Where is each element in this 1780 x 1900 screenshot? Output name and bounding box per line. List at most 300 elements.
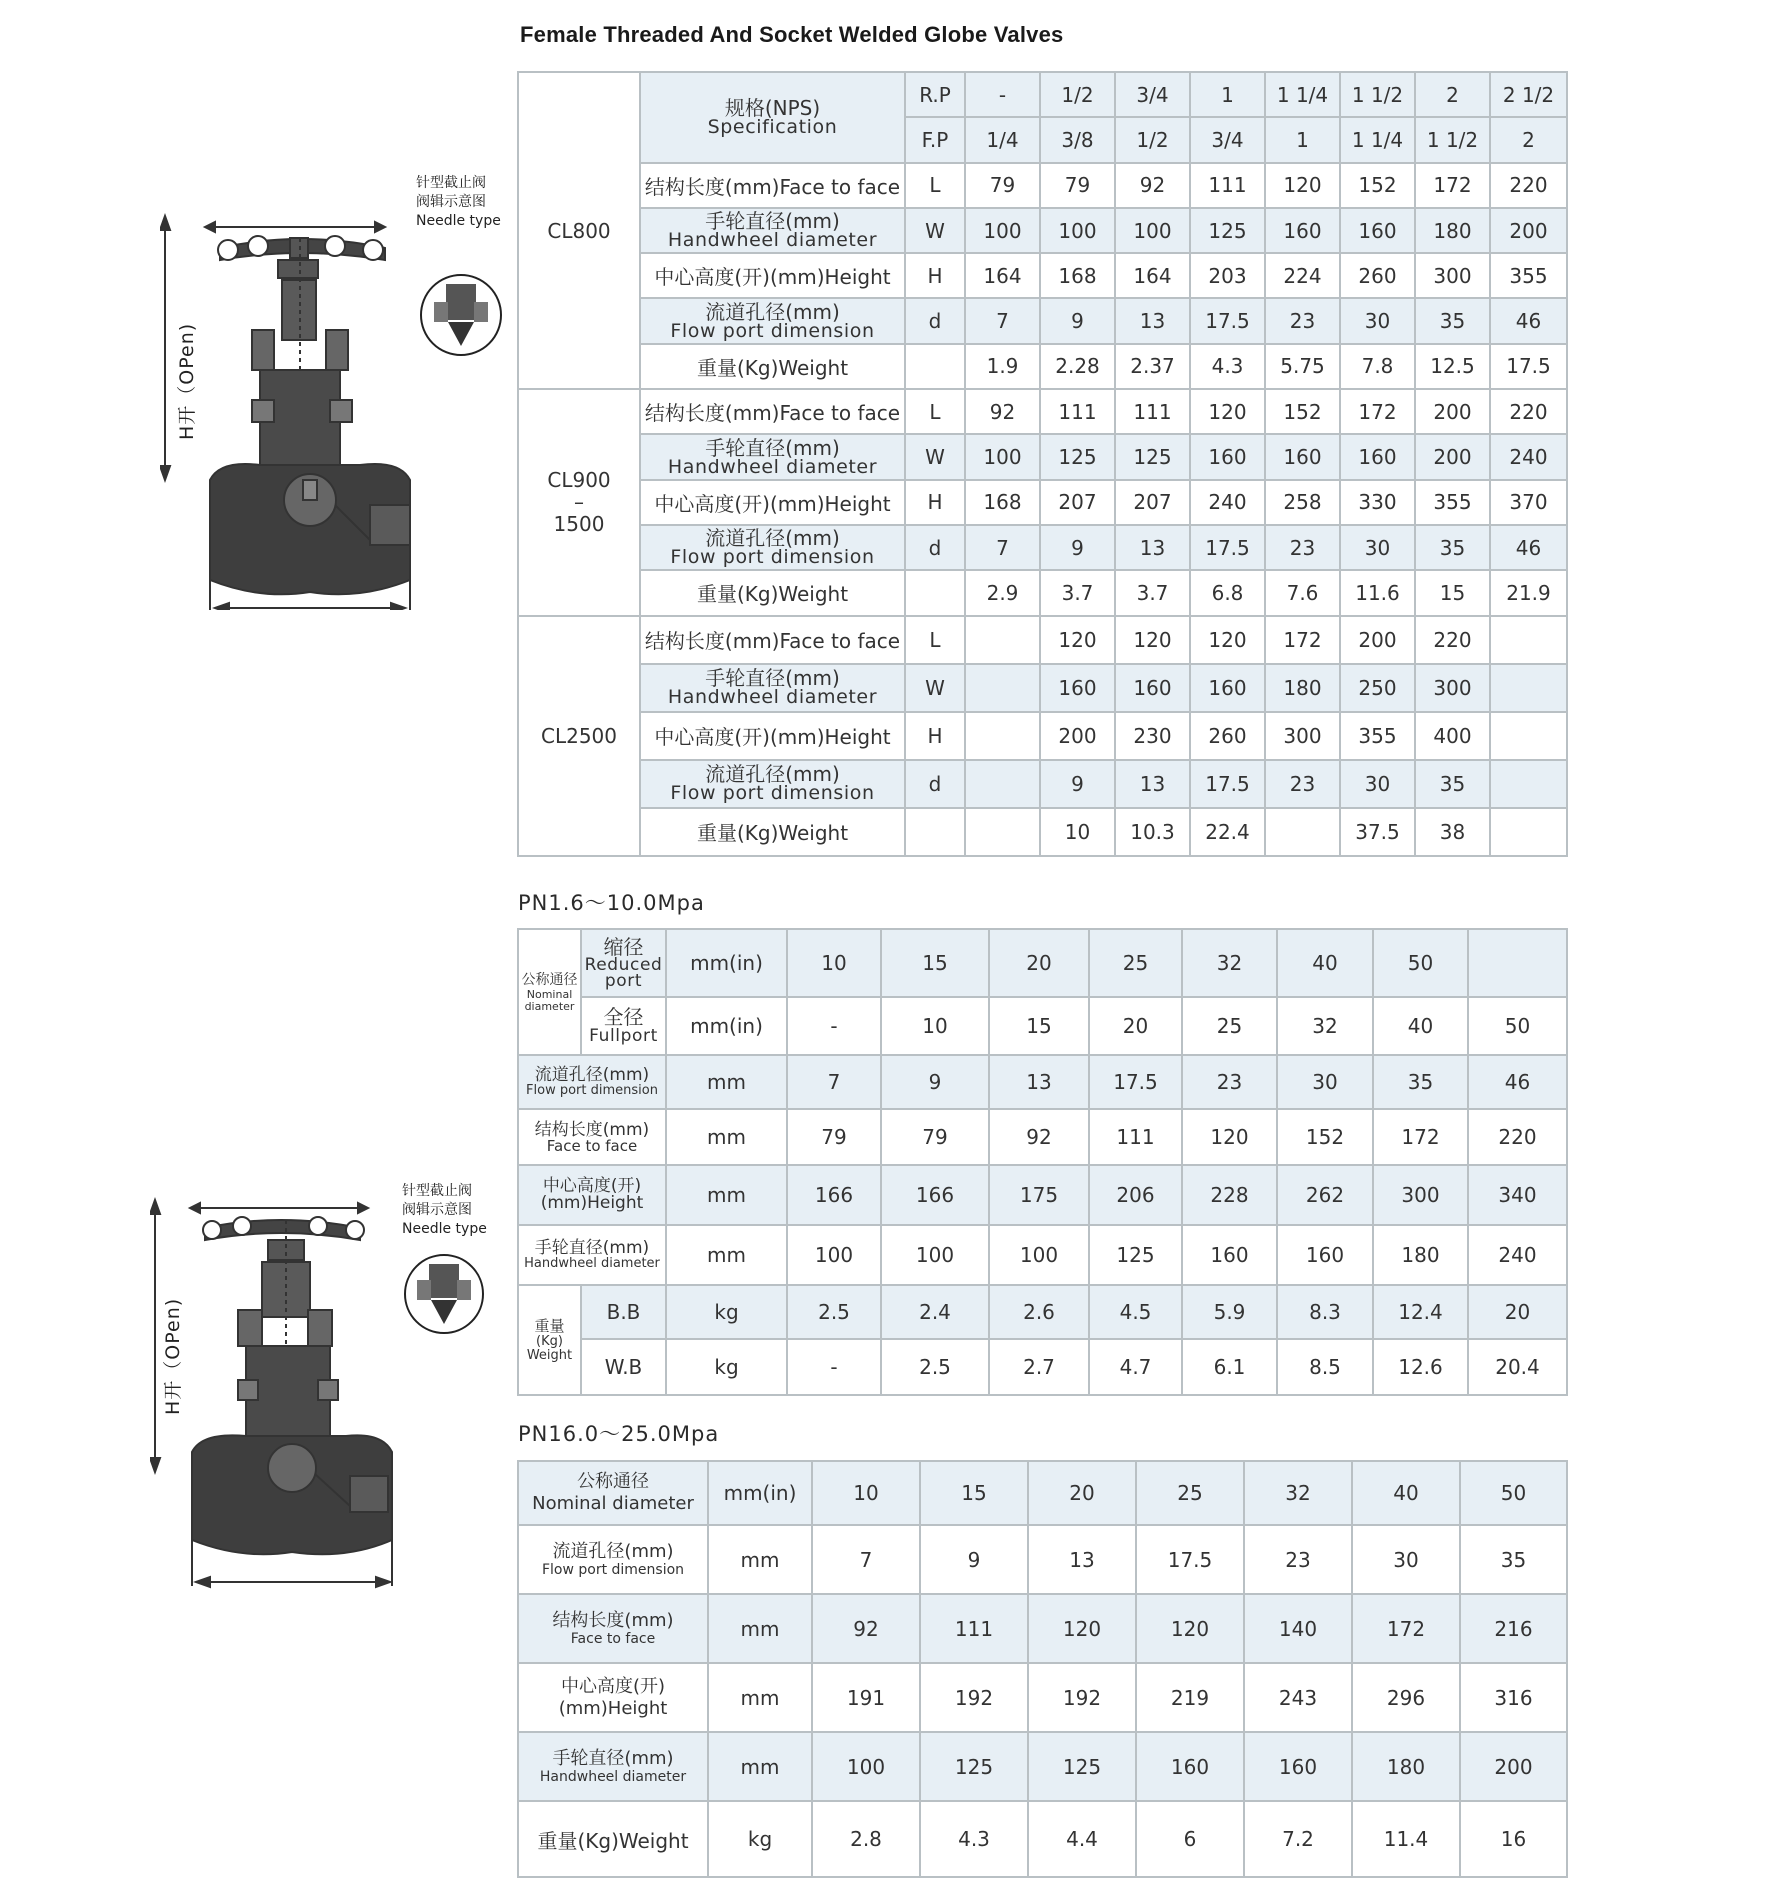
table-row <box>518 480 1567 525</box>
row-label-cell <box>518 1461 708 1525</box>
value-cell: 7 <box>965 525 1040 570</box>
value-cell: 37.5 <box>1340 808 1415 856</box>
fp-size: 1 1/4 <box>1340 117 1415 162</box>
class-label: CL2500 <box>540 723 617 748</box>
table-row <box>518 1285 1567 1339</box>
rp-size: - <box>965 72 1040 117</box>
symbol-cell: d <box>905 525 965 570</box>
row-label-cell <box>640 434 905 479</box>
table-row <box>518 664 1567 712</box>
symbol-cell: L <box>905 163 965 208</box>
value-cell: 17.5 <box>1136 1525 1244 1594</box>
value-cell: 120 <box>1040 616 1115 664</box>
value-cell: 20 <box>1468 1285 1567 1339</box>
full-en: Fullport <box>589 1026 658 1046</box>
full-zh: 全径 <box>603 1005 644 1029</box>
value-cell: 180 <box>1373 1225 1468 1285</box>
value-cell: 120 <box>1265 163 1340 208</box>
value-cell: 240 <box>1468 1225 1567 1285</box>
value-cell: 166 <box>787 1165 881 1225</box>
row-label-cell <box>640 570 905 615</box>
row-label-cell <box>640 616 905 664</box>
weight-unit: (Kg) <box>536 1333 563 1349</box>
value-cell: 92 <box>989 1109 1089 1165</box>
value-cell: 15 <box>920 1461 1028 1525</box>
value-cell: 79 <box>787 1109 881 1165</box>
value-cell: 35 <box>1415 525 1490 570</box>
symbol-cell <box>905 570 965 615</box>
table-row <box>518 570 1567 615</box>
row-label-en: Handwheel diameter <box>524 1255 660 1271</box>
unit-cell: mm(in) <box>708 1461 812 1525</box>
value-cell: 172 <box>1352 1594 1460 1663</box>
row-label-en: (mm)Height <box>540 1193 644 1213</box>
rp-size: 1 1/2 <box>1340 72 1415 117</box>
value-cell: 16 <box>1460 1801 1567 1877</box>
unit-cell: kg <box>666 1285 787 1339</box>
value-cell: 175 <box>989 1165 1089 1225</box>
value-cell: 300 <box>1265 712 1340 760</box>
value-cell: 30 <box>1340 525 1415 570</box>
value-cell: 7.8 <box>1340 344 1415 389</box>
value-cell: 1.9 <box>965 344 1040 389</box>
value-cell: 12.4 <box>1373 1285 1468 1339</box>
value-cell: 166 <box>881 1165 989 1225</box>
value-cell: 216 <box>1460 1594 1567 1663</box>
value-cell: 17.5 <box>1190 525 1265 570</box>
table-row <box>518 253 1567 298</box>
symbol-cell: d <box>905 760 965 808</box>
value-cell: 3.7 <box>1040 570 1115 615</box>
value-cell: 9 <box>881 1055 989 1109</box>
weight-zh: 重量 <box>534 1316 565 1335</box>
value-cell: 15 <box>1415 570 1490 615</box>
pn-low-spec-table <box>517 928 1568 1396</box>
table-row <box>518 72 1567 117</box>
row-label-cell <box>518 1732 708 1801</box>
value-cell: 6.8 <box>1190 570 1265 615</box>
value-cell: 23 <box>1182 1055 1277 1109</box>
value-cell: 100 <box>965 434 1040 479</box>
value-cell: 2.4 <box>881 1285 989 1339</box>
value-cell: 125 <box>1040 434 1115 479</box>
value-cell: 330 <box>1340 480 1415 525</box>
symbol-cell: W <box>905 208 965 253</box>
symbol-cell: H <box>905 712 965 760</box>
fp-size: 1/2 <box>1115 117 1190 162</box>
row-label-cell <box>518 1225 666 1285</box>
symbol-cell: d <box>905 298 965 343</box>
value-cell: 243 <box>1244 1663 1352 1732</box>
class-label-2: 1500 <box>553 512 605 537</box>
value-cell: 10.3 <box>1115 808 1190 856</box>
value-cell: 160 <box>1136 1732 1244 1801</box>
value-cell: 120 <box>1115 616 1190 664</box>
row-label: 结构长度(mm)Face to face <box>644 401 901 426</box>
value-cell: 7 <box>812 1525 920 1594</box>
value-cell: 191 <box>812 1663 920 1732</box>
pn-high-spec-table <box>517 1460 1568 1878</box>
value-cell: 10 <box>1040 808 1115 856</box>
value-cell: 296 <box>1352 1663 1460 1732</box>
value-cell: 8.5 <box>1277 1339 1373 1395</box>
value-cell: 100 <box>787 1225 881 1285</box>
value-cell: 240 <box>1190 480 1265 525</box>
value-cell: 4.5 <box>1089 1285 1182 1339</box>
unit-cell: mm <box>666 1225 787 1285</box>
value-cell: 38 <box>1415 808 1490 856</box>
value-cell: 125 <box>920 1732 1028 1801</box>
table-row <box>518 208 1567 253</box>
table-row <box>518 434 1567 479</box>
rp-size: 2 1/2 <box>1490 72 1567 117</box>
row-label-cell <box>518 1109 666 1165</box>
value-cell: 125 <box>1115 434 1190 479</box>
unit-cell: mm <box>708 1594 812 1663</box>
symbol-cell: W <box>905 664 965 712</box>
row-label-cell <box>518 1165 666 1225</box>
row-label: 重量(Kg)Weight <box>696 582 849 607</box>
value-cell: 100 <box>1115 208 1190 253</box>
row-label-cell <box>640 760 905 808</box>
value-cell <box>1490 664 1567 712</box>
row-label-zh: 流道孔径(mm) <box>534 1064 650 1085</box>
value-cell: 111 <box>1040 389 1115 434</box>
value-cell: 2.5 <box>787 1285 881 1339</box>
needle-detail-top <box>418 272 504 358</box>
row-label-en: Handwheel diameter <box>539 1769 687 1785</box>
value-cell: 4.7 <box>1089 1339 1182 1395</box>
value-cell <box>1468 929 1567 997</box>
table-row <box>518 1225 1567 1285</box>
value-cell: 160 <box>1244 1732 1352 1801</box>
spec-en: Specification <box>707 115 838 138</box>
value-cell: 370 <box>1490 480 1567 525</box>
value-cell: 355 <box>1340 712 1415 760</box>
table-row <box>518 808 1567 856</box>
row-label: 结构长度(mm)Face to face <box>644 174 901 199</box>
value-cell: 100 <box>989 1225 1089 1285</box>
row-label-cell <box>640 808 905 856</box>
value-cell: 200 <box>1340 616 1415 664</box>
value-cell: 125 <box>1089 1225 1182 1285</box>
value-cell <box>1490 760 1567 808</box>
value-cell: 207 <box>1115 480 1190 525</box>
table3-subtitle: PN16.0～25.0Mpa <box>518 1422 720 1446</box>
needle-zh-1-b: 针型截止阀 <box>402 1183 472 1199</box>
fp-size: 1 1/2 <box>1415 117 1490 162</box>
class-label: CL900 <box>547 468 611 493</box>
row-label-cell <box>518 1801 708 1877</box>
value-cell: 6 <box>1136 1801 1244 1877</box>
table-row <box>518 389 1567 434</box>
rp-size: 1 1/4 <box>1265 72 1340 117</box>
needle-type-label-2 <box>402 1182 487 1239</box>
value-cell: 50 <box>1468 997 1567 1055</box>
row-label-zh: 手轮直径(mm) <box>705 666 840 691</box>
symbol-cell <box>905 808 965 856</box>
row-label: 中心高度(开)(mm)Height <box>654 491 891 516</box>
table2-subtitle: PN1.6～10.0Mpa <box>518 891 705 915</box>
value-cell: 30 <box>1352 1525 1460 1594</box>
value-cell: 12.6 <box>1373 1339 1468 1395</box>
table-row <box>518 997 1567 1055</box>
value-cell: 79 <box>881 1109 989 1165</box>
value-cell: 207 <box>1040 480 1115 525</box>
value-cell: 20 <box>1089 997 1182 1055</box>
value-cell: 21.9 <box>1490 570 1567 615</box>
row-label-en: Flow port dimension <box>541 1562 685 1578</box>
table-row <box>518 712 1567 760</box>
value-cell: 172 <box>1415 163 1490 208</box>
value-cell: 20 <box>989 929 1089 997</box>
value-cell: 219 <box>1136 1663 1244 1732</box>
value-cell: 32 <box>1182 929 1277 997</box>
value-cell: 23 <box>1265 525 1340 570</box>
value-cell: 79 <box>1040 163 1115 208</box>
symbol-cell <box>905 344 965 389</box>
unit-cell: mm <box>666 1109 787 1165</box>
value-cell: 10 <box>881 997 989 1055</box>
row-label: 结构长度(mm)Face to face <box>644 629 901 654</box>
value-cell: 12.5 <box>1415 344 1490 389</box>
table-row <box>518 344 1567 389</box>
value-cell: 5.75 <box>1265 344 1340 389</box>
value-cell: 25 <box>1136 1461 1244 1525</box>
value-cell: 220 <box>1490 163 1567 208</box>
row-label-zh: 流道孔径(mm) <box>705 299 840 324</box>
needle-zh-1: 针型截止阀 <box>416 175 486 191</box>
row-label-en: Handwheel diameter <box>667 229 878 252</box>
needle-zh-2-b: 阀辑示意图 <box>402 1202 472 1218</box>
value-cell: 152 <box>1265 389 1340 434</box>
value-cell: 17.5 <box>1089 1055 1182 1109</box>
value-cell: 10 <box>812 1461 920 1525</box>
row-label: 中心高度(开)(mm)Height <box>654 265 891 290</box>
value-cell: 30 <box>1340 760 1415 808</box>
value-cell: 13 <box>1028 1525 1136 1594</box>
nominal-header <box>518 929 581 1055</box>
value-cell: 355 <box>1490 253 1567 298</box>
row-label-cell <box>640 344 905 389</box>
reduced-en-2: port <box>604 971 643 991</box>
value-cell: 240 <box>1490 434 1567 479</box>
row-label-en: Handwheel diameter <box>667 686 878 709</box>
value-cell: 180 <box>1265 664 1340 712</box>
value-cell: 40 <box>1352 1461 1460 1525</box>
value-cell: 30 <box>1340 298 1415 343</box>
value-cell <box>1265 808 1340 856</box>
value-cell: 17.5 <box>1490 344 1567 389</box>
table-row <box>518 525 1567 570</box>
value-cell: 3.7 <box>1115 570 1190 615</box>
row-label-en: (mm)Height <box>558 1697 668 1719</box>
value-cell: 192 <box>1028 1663 1136 1732</box>
value-cell: 160 <box>1265 434 1340 479</box>
value-cell: 2.28 <box>1040 344 1115 389</box>
value-cell: 200 <box>1415 434 1490 479</box>
value-cell: 13 <box>1115 298 1190 343</box>
row-label-en: Face to face <box>546 1136 638 1155</box>
needle-detail-bottom <box>402 1252 486 1336</box>
value-cell: - <box>787 997 881 1055</box>
value-cell: 200 <box>1040 712 1115 760</box>
table-row <box>518 1165 1567 1225</box>
value-cell <box>1490 712 1567 760</box>
value-cell: 220 <box>1415 616 1490 664</box>
value-cell: 9 <box>920 1525 1028 1594</box>
class-cell <box>518 616 640 856</box>
value-cell: 160 <box>1190 434 1265 479</box>
value-cell: 220 <box>1468 1109 1567 1165</box>
value-cell: 120 <box>1182 1109 1277 1165</box>
table-row <box>518 1339 1567 1395</box>
value-cell: 22.4 <box>1190 808 1265 856</box>
value-cell <box>965 712 1040 760</box>
row-label-zh: 手轮直径(mm) <box>534 1237 650 1258</box>
value-cell: 32 <box>1277 997 1373 1055</box>
table-row <box>518 1525 1567 1594</box>
value-cell: 32 <box>1244 1461 1352 1525</box>
unit-cell: mm(in) <box>666 997 787 1055</box>
unit-cell: mm <box>708 1525 812 1594</box>
table-row <box>518 760 1567 808</box>
row-label-cell <box>518 1055 666 1109</box>
value-cell: 120 <box>1190 389 1265 434</box>
unit-cell: mm <box>666 1165 787 1225</box>
height-dimension-label: H开（OPen) <box>176 322 198 440</box>
page-title: Female Threaded And Socket Welded Globe Valves <box>520 22 1064 47</box>
class-cell <box>518 72 640 389</box>
rp-size: 1 <box>1190 72 1265 117</box>
unit-cell: mm <box>708 1663 812 1732</box>
value-cell: 2.5 <box>881 1339 989 1395</box>
value-cell: 111 <box>1115 389 1190 434</box>
row-label-zh: 流道孔径(mm) <box>552 1541 674 1562</box>
value-cell: 316 <box>1460 1663 1567 1732</box>
row-label-zh: 中心高度(开) <box>542 1176 642 1196</box>
weight-en: Weight <box>526 1347 573 1363</box>
table-row <box>518 1663 1567 1732</box>
row-label-cell <box>640 298 905 343</box>
value-cell <box>1490 808 1567 856</box>
unit-cell: mm(in) <box>666 929 787 997</box>
value-cell: 224 <box>1265 253 1340 298</box>
row-label-en: Handwheel diameter <box>667 455 878 478</box>
value-cell: 160 <box>1190 664 1265 712</box>
fp-label: F.P <box>905 117 965 162</box>
symbol-cell: L <box>905 389 965 434</box>
value-cell: 206 <box>1089 1165 1182 1225</box>
value-cell: 35 <box>1460 1525 1567 1594</box>
row-label-en: Face to face <box>570 1631 656 1647</box>
value-cell: 200 <box>1490 208 1567 253</box>
rp-size: 3/4 <box>1115 72 1190 117</box>
table-row <box>518 1055 1567 1109</box>
value-cell: 125 <box>1190 208 1265 253</box>
unit-cell: mm <box>666 1055 787 1109</box>
value-cell: 355 <box>1415 480 1490 525</box>
row-label-zh: 手轮直径(mm) <box>705 435 840 460</box>
value-cell: 220 <box>1490 389 1567 434</box>
fp-size: 1/4 <box>965 117 1040 162</box>
value-cell: 4.3 <box>1190 344 1265 389</box>
value-cell: 160 <box>1182 1225 1277 1285</box>
value-cell: 260 <box>1340 253 1415 298</box>
value-cell: 15 <box>881 929 989 997</box>
value-cell: 92 <box>1115 163 1190 208</box>
value-cell: 172 <box>1265 616 1340 664</box>
symbol-cell: L <box>905 616 965 664</box>
nominal-en-2: diameter <box>524 999 575 1013</box>
value-cell: 35 <box>1373 1055 1468 1109</box>
value-cell: 46 <box>1468 1055 1567 1109</box>
value-cell: 125 <box>1028 1732 1136 1801</box>
row-label-zh: 流道孔径(mm) <box>705 762 840 787</box>
row-label-en: Flow port dimension <box>670 319 875 342</box>
needle-zh-2: 阀辑示意图 <box>416 194 486 210</box>
value-cell: 228 <box>1182 1165 1277 1225</box>
value-cell: 164 <box>965 253 1040 298</box>
value-cell: 8.3 <box>1277 1285 1373 1339</box>
value-cell: 111 <box>1190 163 1265 208</box>
value-cell: 46 <box>1490 298 1567 343</box>
value-cell: 160 <box>1277 1225 1373 1285</box>
row-label-zh: 结构长度(mm) <box>552 1610 674 1631</box>
value-cell: 92 <box>965 389 1040 434</box>
rp-size: 2 <box>1415 72 1490 117</box>
symbol-cell: H <box>905 480 965 525</box>
value-cell: 100 <box>1040 208 1115 253</box>
value-cell: 400 <box>1415 712 1490 760</box>
row-label-cell <box>640 664 905 712</box>
row-label-en: Nominal diameter <box>532 1493 694 1514</box>
value-cell: 168 <box>1040 253 1115 298</box>
value-cell: 2.7 <box>989 1339 1089 1395</box>
value-cell: 2.8 <box>812 1801 920 1877</box>
value-cell: 40 <box>1277 929 1373 997</box>
value-cell: 46 <box>1490 525 1567 570</box>
valve-drawing-bottom <box>150 1190 510 1590</box>
value-cell: 13 <box>1115 525 1190 570</box>
needle-en: Needle type <box>416 213 501 229</box>
value-cell: 2.37 <box>1115 344 1190 389</box>
value-cell: 6.1 <box>1182 1339 1277 1395</box>
value-cell: 160 <box>1340 208 1415 253</box>
value-cell: 164 <box>1115 253 1190 298</box>
value-cell: 7 <box>787 1055 881 1109</box>
value-cell: 20 <box>1028 1461 1136 1525</box>
row-label-cell <box>640 208 905 253</box>
value-cell: 4.3 <box>920 1801 1028 1877</box>
value-cell: 262 <box>1277 1165 1373 1225</box>
value-cell: 111 <box>920 1594 1028 1663</box>
table-row <box>518 1109 1567 1165</box>
row-label-zh: 手轮直径(mm) <box>552 1748 674 1769</box>
fp-size: 1 <box>1265 117 1340 162</box>
value-cell: 120 <box>1028 1594 1136 1663</box>
value-cell: 10 <box>787 929 881 997</box>
value-cell: 20.4 <box>1468 1339 1567 1395</box>
row-label-zh: 中心高度(开) <box>560 1675 666 1697</box>
value-cell: 168 <box>965 480 1040 525</box>
needle-detail-icon <box>418 272 504 358</box>
value-cell: 172 <box>1373 1109 1468 1165</box>
value-cell <box>965 808 1040 856</box>
value-cell: 180 <box>1352 1732 1460 1801</box>
unit-cell: kg <box>708 1801 812 1877</box>
value-cell: 7.2 <box>1244 1801 1352 1877</box>
